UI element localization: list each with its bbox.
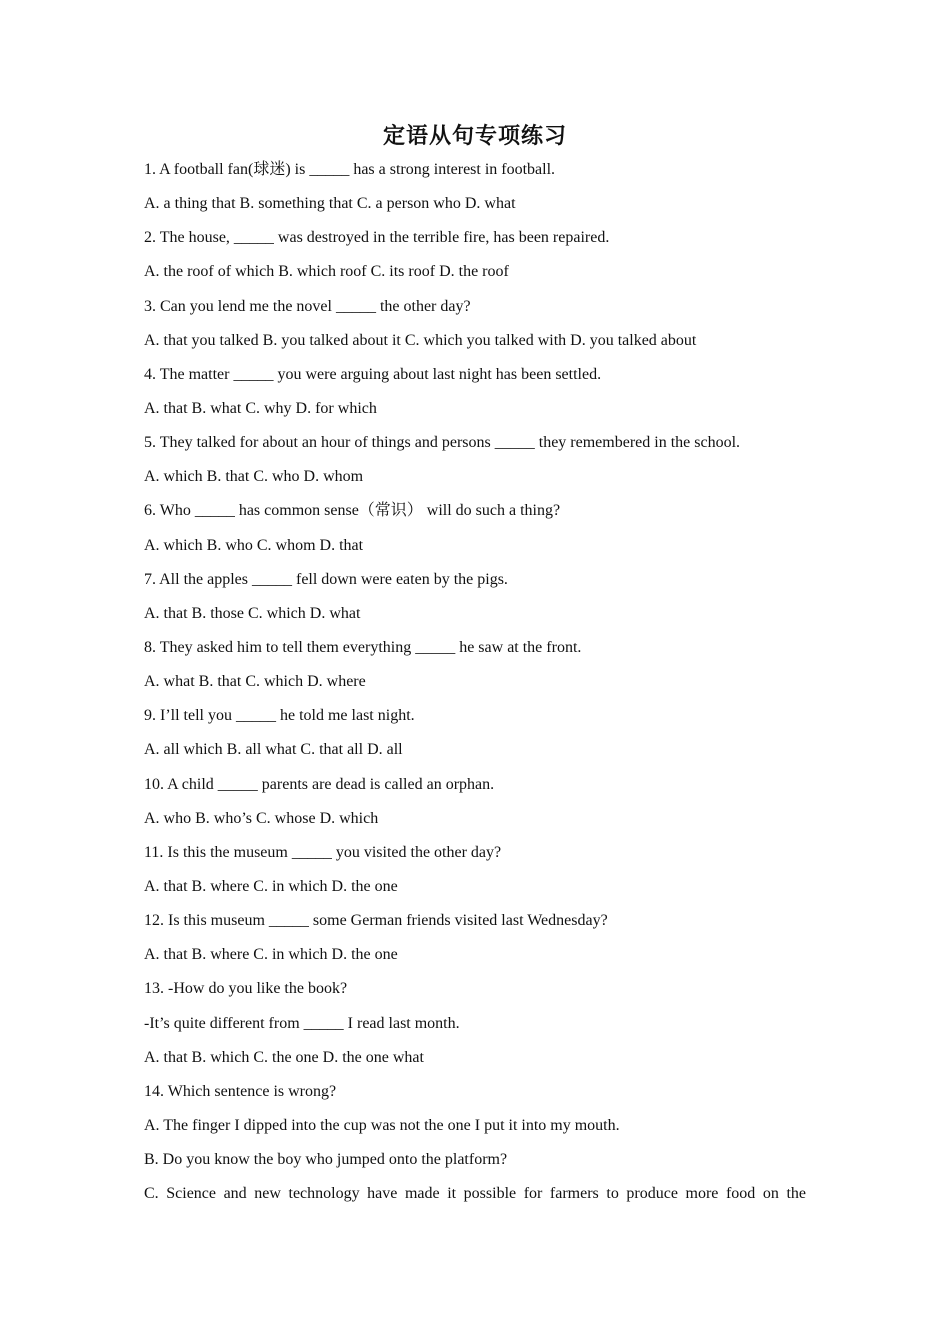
question-3: 3. Can you lend me the novel _____ the other day? [144, 297, 471, 315]
question-7: 7. All the apples _____ fell down were eaten by the pigs. [144, 570, 508, 588]
question-1: 1. A football fan(球迷) is _____ has a strong interest in football. [144, 161, 556, 178]
question-2: 2. The house, _____ was destroyed in the terrible fire, has been repaired. [144, 229, 610, 247]
question-6: 6. Who _____ has common sense（常识） will do such a thing? [144, 502, 561, 520]
option-14-c: C. Science and new technology have made it possible for farmers to produce more food on the [144, 1185, 806, 1203]
question-5: 5. They talked for about an hour of things and persons _____ they remembered in the school. [144, 434, 741, 452]
options-11: A. that B. where C. in which D. the one [144, 877, 398, 895]
question-12: 12. Is this museum _____ some German friends visited last Wednesday? [144, 912, 608, 930]
question-11: 11. Is this the museum _____ you visited the other day? [144, 843, 502, 861]
question-14: 14. Which sentence is wrong? [144, 1082, 337, 1100]
question-13-reply: -It’s quite different from _____ I read last month. [144, 1014, 460, 1032]
question-10: 10. A child _____ parents are dead is called an orphan. [144, 775, 495, 793]
options-6: A. which B. who C. whom D. that [144, 536, 364, 554]
options-10: A. who B. who’s C. whose D. which [144, 809, 379, 827]
option-14-b: B. Do you know the boy who jumped onto the platform? [144, 1151, 508, 1169]
options-13: A. that B. which C. the one D. the one what [144, 1048, 424, 1066]
question-9: 9. I’ll tell you _____ he told me last night. [144, 707, 415, 725]
question-4: 4. The matter _____ you were arguing about last night has been settled. [144, 365, 602, 383]
options-12: A. that B. where C. in which D. the one [144, 946, 398, 964]
options-4: A. that B. what C. why D. for which [144, 399, 377, 417]
options-8: A. what B. that C. which D. where [144, 673, 366, 691]
question-8: 8. They asked him to tell them everything _____ he saw at the front. [144, 638, 582, 656]
options-9: A. all which B. all what C. that all D. all [144, 741, 403, 759]
options-5: A. which B. that C. who D. whom [144, 468, 364, 486]
question-13: 13. -How do you like the book? [144, 980, 348, 998]
question-list [144, 160, 806, 1204]
options-3: A. that you talked B. you talked about it C. which you talked with D. you talked about [144, 331, 697, 349]
option-14-a: A. The finger I dipped into the cup was not the one I put it into my mouth. [144, 1116, 620, 1134]
options-2: A. the roof of which B. which roof C. its roof D. the roof [144, 263, 509, 281]
options-1: A. a thing that B. something that C. a person who D. what [144, 195, 516, 213]
options-7: A. that B. those C. which D. what [144, 604, 361, 622]
document-title: 定语从句专项练习 [382, 123, 567, 148]
